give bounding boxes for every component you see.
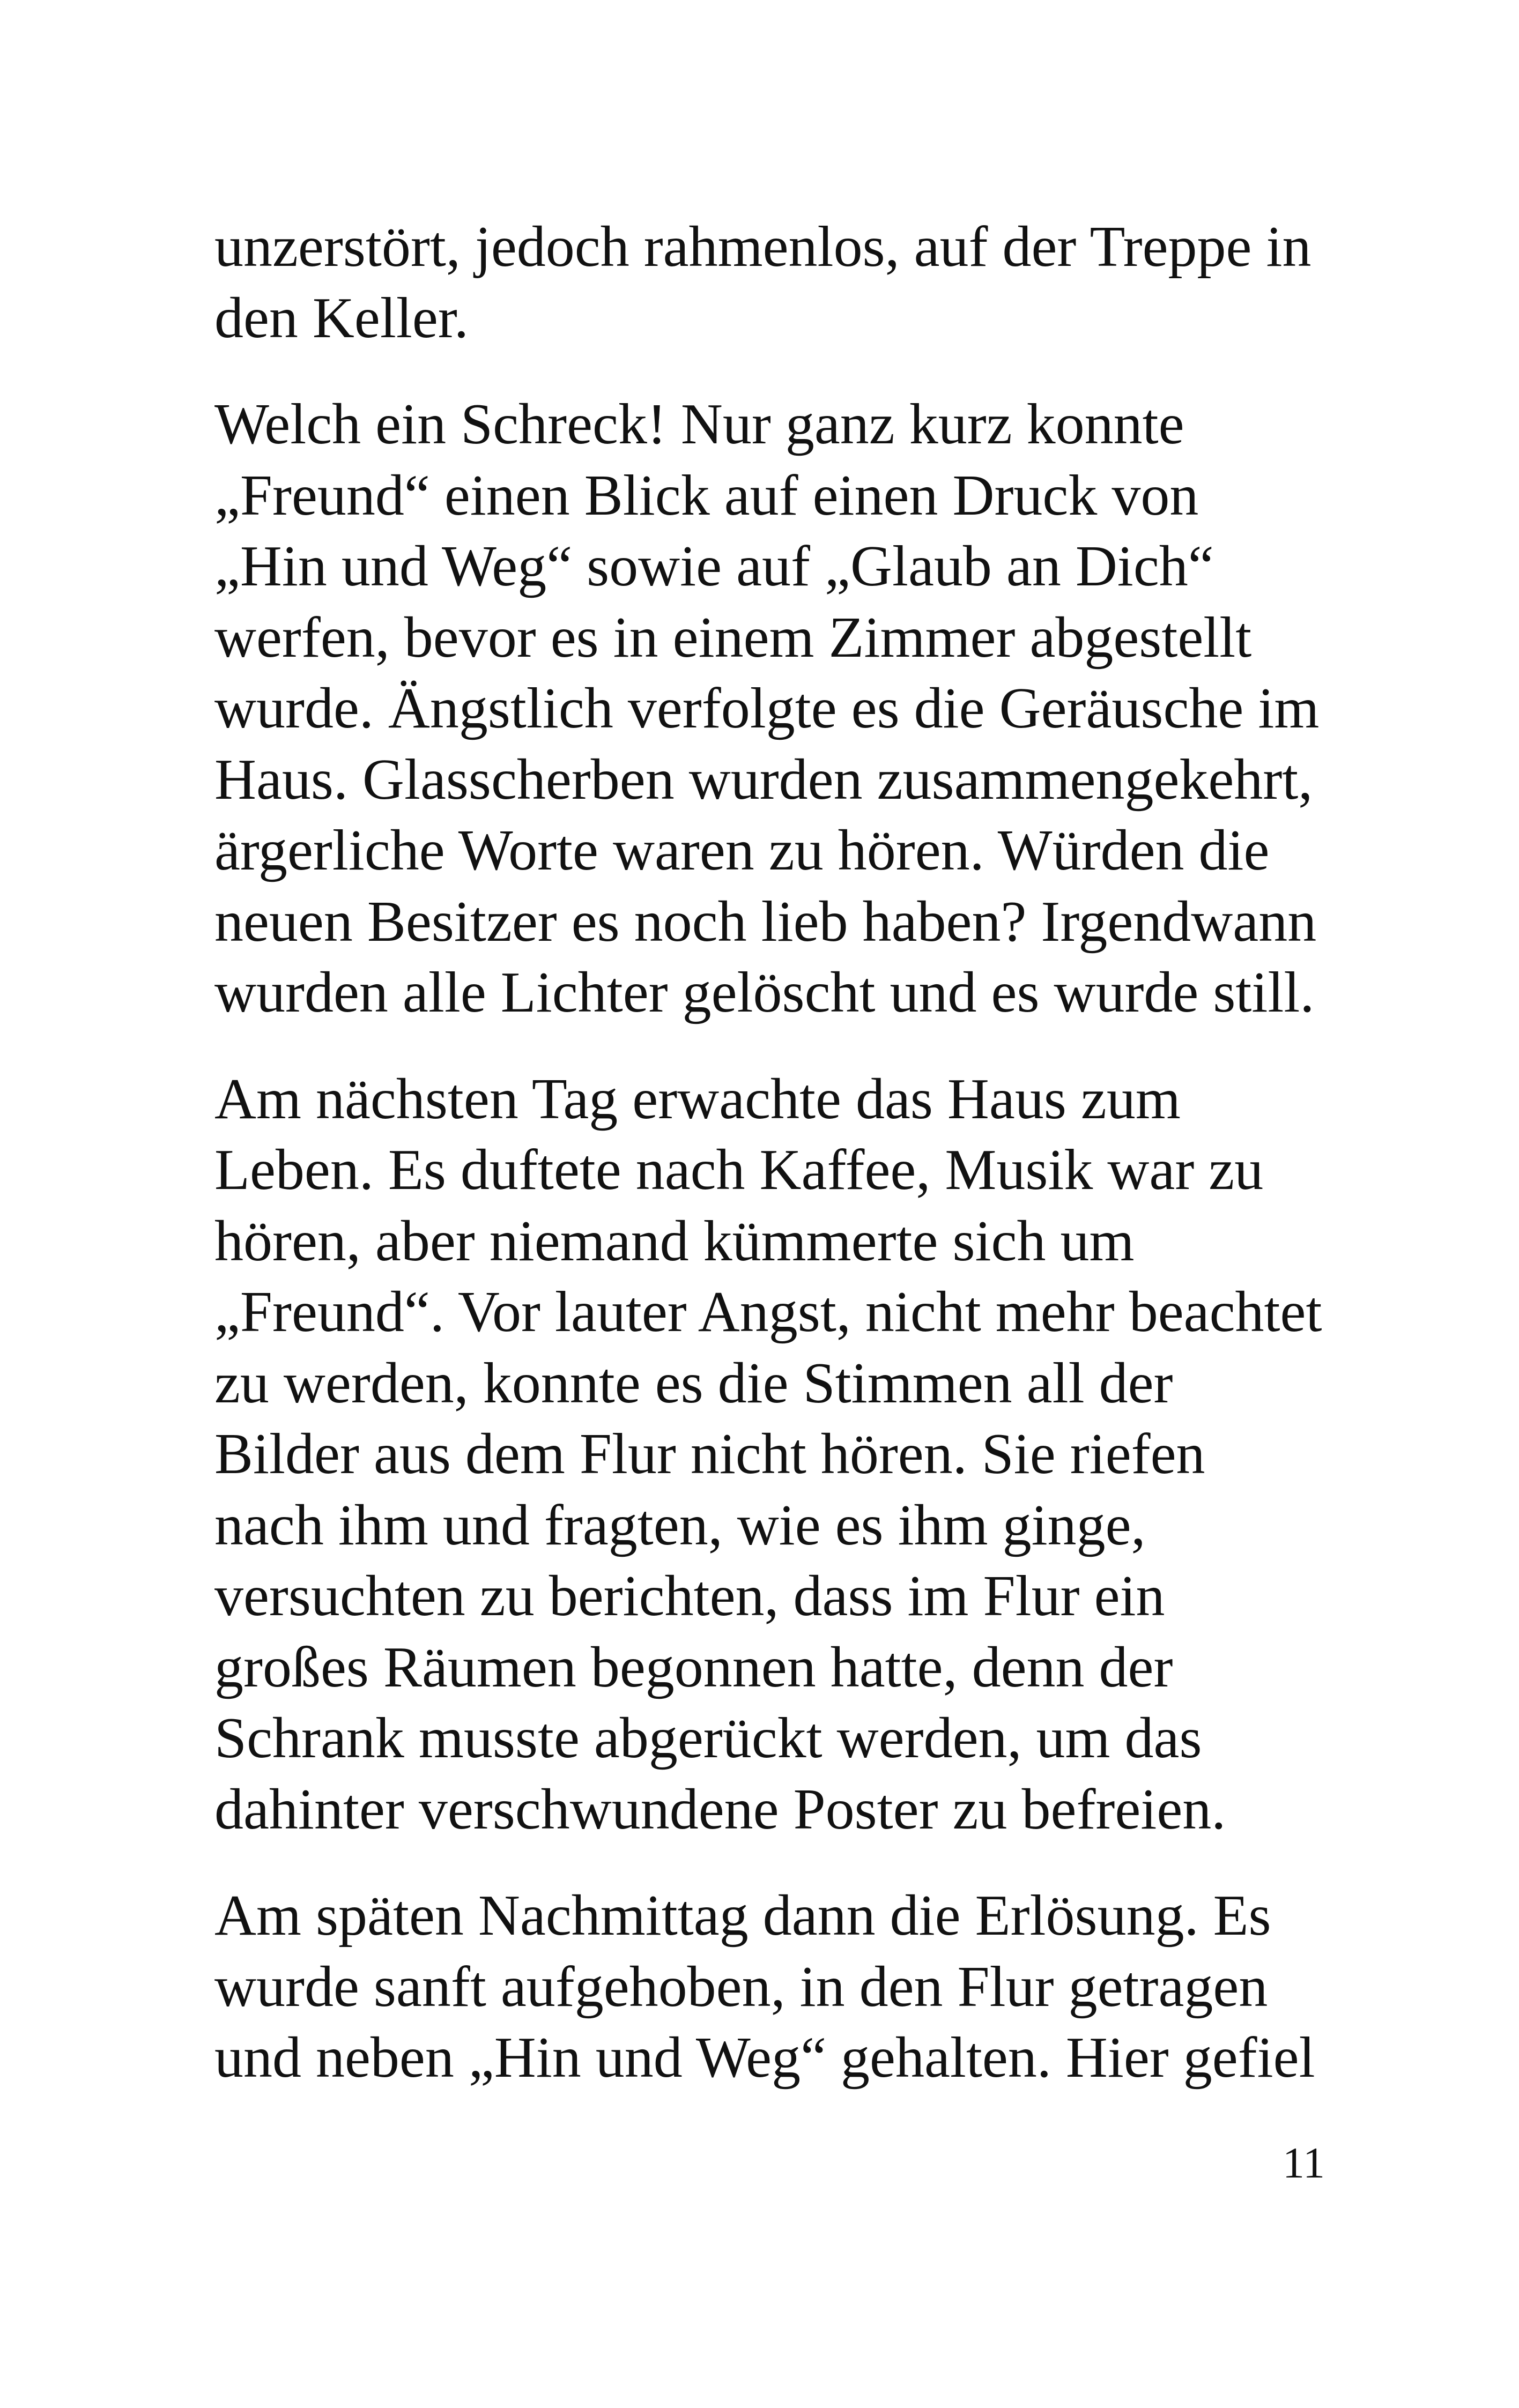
text-line: nach ihm und fragten, wie es ihm ginge,	[214, 1493, 1146, 1557]
text-line: Leben. Es duftete nach Kaffee, Musik war zu	[214, 1138, 1264, 1202]
text-line: neuen Besitzer es noch lieb haben? Irgendwann	[214, 889, 1317, 954]
text-line: Haus. Glasscherben wurden zusammengekehrt,	[214, 747, 1313, 812]
paragraph-gap	[214, 1845, 1330, 1881]
text-line: Am nächsten Tag erwachte das Haus zum	[214, 1067, 1181, 1131]
text-line: den Keller.	[214, 286, 469, 350]
text-line: dahinter verschwundene Poster zu befreien.	[214, 1777, 1226, 1841]
paragraph-gap	[214, 1029, 1330, 1064]
paragraph	[214, 212, 1330, 354]
paragraph	[214, 1064, 1330, 1846]
text-line: wurde. Ängstlich verfolgte es die Geräusche im	[214, 677, 1320, 740]
text-line: Welch ein Schreck! Nur ganz kurz konnte	[214, 392, 1184, 456]
text-line: großes Räumen begonnen hatte, denn der	[214, 1635, 1173, 1699]
text-line: versuchten zu berichten, dass im Flur ein	[214, 1564, 1165, 1628]
text-line: unzerstört, jedoch rahmenlos, auf der Treppe in	[214, 215, 1311, 279]
text-line: „Hin und Weg“ sowie auf „Glaub an Dich“	[214, 534, 1214, 598]
text-line: Am späten Nachmittag dann die Erlösung. Es	[214, 1884, 1271, 1948]
text-line: werfen, bevor es in einem Zimmer abgestellt	[214, 605, 1252, 670]
text-line: wurden alle Lichter gelöscht und es wurde still.	[214, 961, 1315, 1024]
paragraph	[214, 1881, 1330, 2094]
text-line: „Freund“. Vor lauter Angst, nicht mehr beachtet	[214, 1280, 1322, 1344]
paragraph	[214, 389, 1330, 1029]
body-text	[214, 212, 1330, 2094]
text-line: zu werden, konnte es die Stimmen all der	[214, 1351, 1173, 1415]
text-line: Schrank musste abgerückt werden, um das	[214, 1706, 1202, 1770]
text-line: wurde sanft aufgehoben, in den Flur getragen	[214, 1954, 1268, 2019]
text-line: Bilder aus dem Flur nicht hören. Sie riefen	[214, 1422, 1205, 1486]
paragraph-gap	[214, 354, 1330, 389]
text-line: „Freund“ einen Blick auf einen Druck von	[214, 463, 1199, 527]
text-line: hören, aber niemand kümmerte sich um	[214, 1209, 1135, 1273]
text-line: und neben „Hin und Weg“ gehalten. Hier gefiel	[214, 2026, 1315, 2090]
text-line: ärgerliche Worte waren zu hören. Würden die	[214, 819, 1270, 882]
page-number: 11	[1283, 2138, 1325, 2187]
